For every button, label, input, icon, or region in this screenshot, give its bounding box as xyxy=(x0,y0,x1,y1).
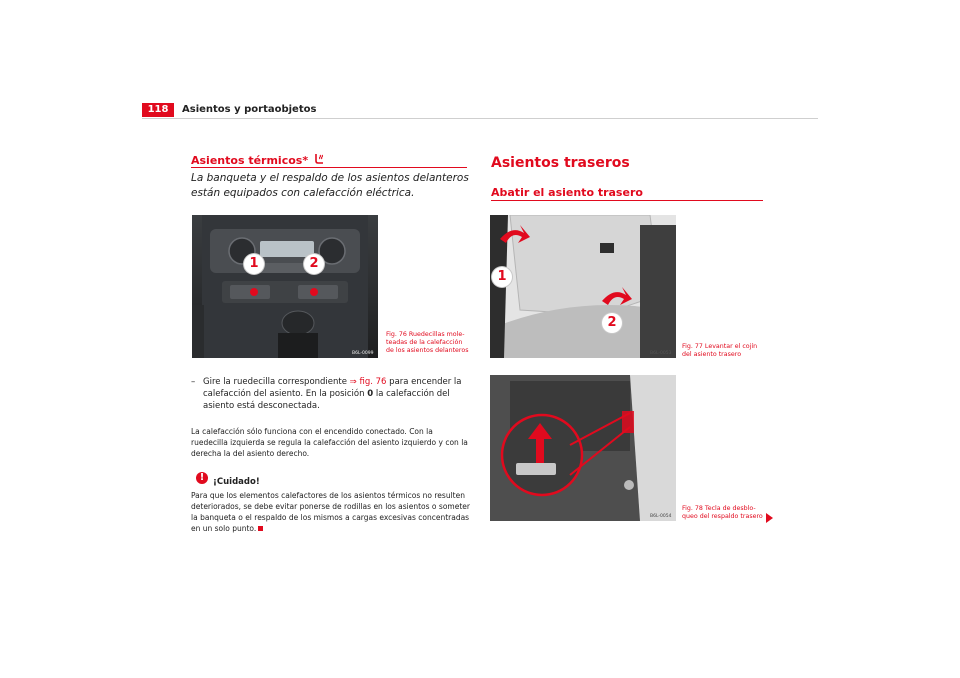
step-dash: – xyxy=(191,377,196,387)
step-text: Gire la ruedecilla correspondiente ⇒ fig. 76 para encender la calefacción del asiento. En la posición 0 la calefacción del asiento está desconectada. xyxy=(203,377,462,411)
figure-reference-link[interactable]: ⇒ fig. 76 xyxy=(349,377,387,387)
page-section-title: Asientos traseros xyxy=(491,155,630,171)
figure-code: B6L-0054 xyxy=(650,514,672,519)
figure-badge-2: 2 xyxy=(602,313,622,333)
figure-77-caption: Fig. 77 Levantar el cojín del asiento trasero xyxy=(682,343,758,358)
warning-text: Para que los elementos calefactores de los asientos térmicos no resulten deteriorados, se debe evitar ponerse de rodillas en los asientos o someter la banqueta o el respaldo de los mismos a cargas excesivas concentradas en un solo punto. xyxy=(191,491,470,533)
figure-76-caption: Fig. 76 Ruedecillas mole- teadas de la calefacción de los asientos delanteros xyxy=(386,331,469,354)
warning-title: ¡Cuidado! xyxy=(213,477,260,487)
seat-heating-icon xyxy=(312,152,326,166)
section-rule-right xyxy=(491,200,763,201)
intro-text: La banqueta y el respaldo de los asientos delanteros están equipados con calefacción eléctrica. xyxy=(191,172,469,199)
figure-code: B6L-0053 xyxy=(650,351,672,356)
header-rule xyxy=(142,118,818,119)
warning-icon: ! xyxy=(196,472,208,484)
console-illustration xyxy=(192,215,378,358)
note-paragraph: La calefacción sólo funciona con el encendido conectado. Con la ruedecilla izquierda se regula la calefacción del asiento izquierdo y con la derecha la del asiento derecho. xyxy=(191,427,468,458)
end-of-section-icon xyxy=(258,526,263,531)
figure-77-photo xyxy=(490,215,676,358)
instruction-step xyxy=(191,376,467,412)
rear-backrest-release-illustration xyxy=(490,375,676,521)
figure-badge-2: 2 xyxy=(304,254,324,274)
figure-78-caption: Fig. 78 Tecla de desblo- queo del respaldo trasero xyxy=(682,505,763,520)
section-title-fold-rear-seat: Abatir el asiento trasero xyxy=(491,186,643,199)
page-number: 118 xyxy=(142,103,174,117)
figure-badge-1: 1 xyxy=(492,267,512,287)
next-page-arrow-icon xyxy=(766,513,773,523)
section-title-heated-seats: Asientos térmicos* xyxy=(191,152,326,167)
figure-code: B6L-0099 xyxy=(352,351,374,356)
running-header-title: Asientos y portaobjetos xyxy=(182,104,317,115)
figure-78-photo xyxy=(490,375,676,521)
rear-seat-cushion-illustration xyxy=(490,215,676,358)
figure-badge-1: 1 xyxy=(244,254,264,274)
section-rule xyxy=(191,167,467,168)
figure-76-photo xyxy=(192,215,378,358)
